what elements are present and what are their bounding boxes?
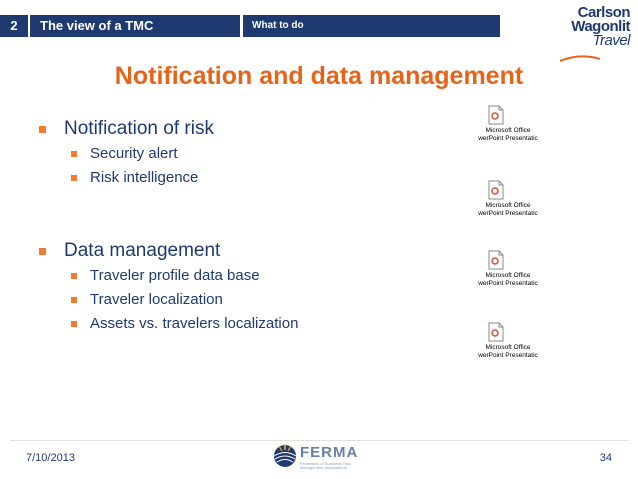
section-title: The view of a TMC	[30, 15, 240, 37]
powerpoint-file-icon	[488, 322, 504, 342]
ferma-tagline: Federation of European Risk Management Associations	[300, 461, 351, 470]
bullet-text: Notification of risk	[64, 118, 214, 139]
bullet-square-icon	[71, 297, 77, 303]
bullet-square-icon	[39, 248, 46, 255]
bullet-text: Data management	[64, 240, 221, 261]
bullet-square-icon	[71, 151, 77, 157]
ferma-globe-icon	[272, 443, 298, 469]
embedded-ppt-object[interactable]	[468, 180, 558, 220]
bullet-list	[36, 116, 456, 336]
bullet-level2	[36, 312, 456, 336]
powerpoint-file-icon	[488, 250, 504, 270]
logo-line-1: Carlson	[577, 4, 630, 21]
object-label-line2: werPoint Presentatic	[478, 352, 538, 359]
bullet-text: Assets vs. travelers localization	[90, 315, 299, 332]
bullet-square-icon	[39, 126, 46, 133]
ferma-wordmark: FERMA	[300, 444, 359, 461]
header-bar	[0, 15, 503, 37]
bullet-level2	[36, 288, 456, 312]
ferma-logo	[272, 441, 364, 471]
embedded-ppt-object[interactable]	[468, 322, 558, 362]
object-label-line2: werPoint Presentatic	[478, 280, 538, 287]
embedded-ppt-object[interactable]	[468, 250, 558, 290]
bullet-square-icon	[71, 175, 77, 181]
powerpoint-file-icon	[488, 105, 504, 125]
bullet-level2	[36, 264, 456, 288]
object-label-line1: Microsoft Office	[485, 344, 531, 351]
object-label-line1: Microsoft Office	[485, 202, 531, 209]
bullet-level2	[36, 166, 456, 190]
bullet-text: Traveler profile data base	[90, 267, 260, 284]
object-label-line1: Microsoft Office	[485, 272, 531, 279]
logo-line-2: Wagonlit	[571, 18, 630, 35]
bullet-level1	[36, 116, 456, 142]
bullet-square-icon	[71, 273, 77, 279]
bullet-text: Security alert	[90, 145, 178, 162]
logo-line-3: Travel	[592, 32, 630, 49]
bullet-text: Traveler localization	[90, 291, 223, 308]
bullet-level2	[36, 142, 456, 166]
footer-date: 7/10/2013	[26, 452, 75, 464]
object-label-line1: Microsoft Office	[485, 127, 531, 134]
bullet-level1	[36, 238, 456, 264]
page-number: 34	[599, 452, 612, 464]
embedded-ppt-object[interactable]	[468, 105, 558, 145]
slide-title: Notification and data management	[114, 62, 524, 90]
powerpoint-file-icon	[488, 180, 504, 200]
slide-number: 2	[0, 15, 28, 37]
subsection-label: What to do	[243, 15, 500, 37]
bullet-square-icon	[71, 321, 77, 327]
object-label-line2: werPoint Presentatic	[478, 135, 538, 142]
carlson-wagonlit-logo	[550, 6, 630, 66]
bullet-text: Risk intelligence	[90, 169, 199, 186]
object-label-line2: werPoint Presentatic	[478, 210, 538, 217]
